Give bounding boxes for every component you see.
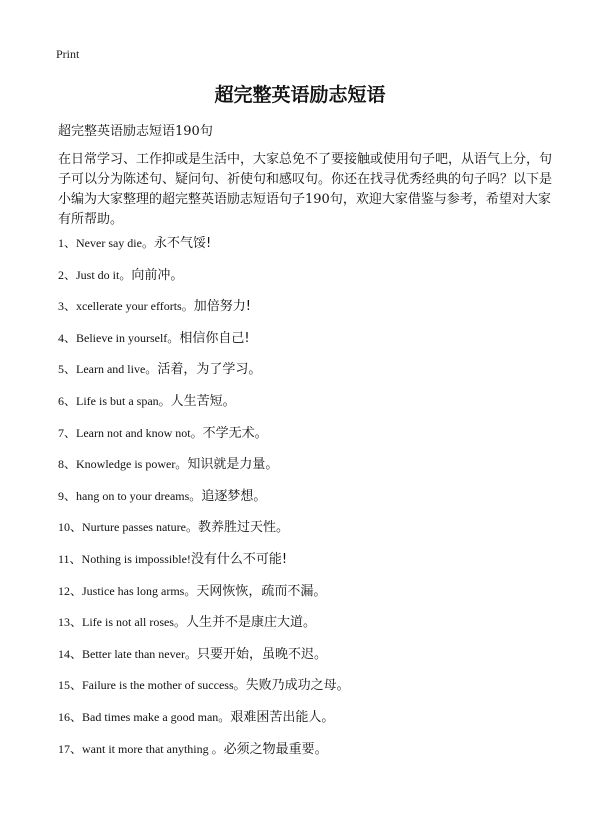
phrase-chinese: 艰难困苦出能人。	[230, 709, 335, 725]
phrase-english: 10、Nurture passes nature。	[58, 520, 198, 535]
list-item	[58, 268, 558, 300]
phrase-english: 8、Knowledge is power。	[58, 457, 188, 472]
phrase-chinese: 人生并不是康庄大道。	[185, 615, 316, 631]
phrase-chinese: 永不气馁!	[153, 236, 212, 251]
list-item	[58, 647, 558, 679]
phrase-english: 9、hang on to your dreams。	[58, 488, 202, 503]
list-item	[58, 299, 558, 331]
phrase-chinese: 活着，为了学习。	[157, 362, 262, 378]
phrase-chinese: 人生苦短。	[170, 393, 236, 409]
phrase-chinese: 没有什么不可能!	[190, 551, 288, 567]
phrase-english: 2、Just do it。	[58, 267, 132, 282]
phrase-english: 1、Never say die。	[58, 236, 154, 250]
list-item	[58, 520, 558, 552]
list-item	[58, 710, 558, 742]
list-item	[58, 426, 558, 458]
phrase-english: 6、Life is but a span。	[58, 393, 171, 408]
phrase-english: 15、Failure is the mother of success。	[58, 678, 246, 693]
phrase-english: 16、Bad times make a good man。	[58, 709, 231, 724]
list-item	[58, 584, 558, 616]
phrase-list	[58, 236, 558, 773]
intro-paragraph: 在日常学习、工作抑或是生活中，大家总免不了要接触或使用句子吧，从语气上分，句子可以分为陈述句、疑问句、祈使句和感叹句。你还在找寻优秀经典的句子吗？以下是小编为大家整理的超完整英语励志短语句子190句，欢迎大家借鉴与参考，希望对大家有所帮助。	[58, 152, 553, 227]
list-item	[58, 552, 558, 584]
phrase-english: 4、Believe in yourself。	[58, 330, 180, 345]
list-item	[58, 394, 558, 426]
phrase-english: 11、Nothing is impossible!	[58, 551, 191, 566]
list-item	[58, 331, 558, 363]
phrase-english: 3、xcellerate your efforts。	[58, 299, 194, 314]
phrase-chinese: 教养胜过天性。	[197, 520, 289, 536]
list-item	[58, 615, 558, 647]
phrase-english: 17、want it more that anything 。	[58, 741, 224, 756]
list-item	[58, 678, 558, 710]
phrase-chinese: 知识就是力量。	[187, 457, 279, 473]
print-link[interactable]: Print	[56, 47, 80, 61]
phrase-chinese: 必须之物最重要。	[223, 741, 328, 757]
list-item	[58, 362, 558, 394]
phrase-chinese: 天网恢恢，疏而不漏。	[196, 583, 327, 599]
phrase-english: 12、Justice has long arms。	[58, 583, 197, 598]
phrase-chinese: 失败乃成功之母。	[245, 678, 350, 694]
phrase-english: 5、Learn and live。	[58, 362, 158, 377]
phrase-chinese: 加倍努力!	[193, 299, 251, 315]
phrase-english: 14、Better late than never。	[58, 646, 197, 661]
phrase-chinese: 相信你自己!	[179, 330, 250, 346]
phrase-chinese: 不学无术。	[202, 425, 268, 441]
document-subtitle: 超完整英语励志短语190句	[58, 124, 213, 139]
list-item	[58, 742, 558, 774]
phrase-english: 13、Life is not all roses。	[58, 615, 186, 630]
phrase-chinese: 只要开始，虽晚不迟。	[196, 646, 327, 662]
list-item	[58, 236, 558, 268]
phrase-chinese: 向前冲。	[131, 267, 184, 283]
list-item	[58, 457, 558, 489]
phrase-english: 7、Learn not and know not。	[58, 425, 203, 440]
phrase-chinese: 追逐梦想。	[201, 488, 267, 504]
page-title: 超完整英语励志短语	[214, 84, 386, 106]
list-item	[58, 489, 558, 521]
